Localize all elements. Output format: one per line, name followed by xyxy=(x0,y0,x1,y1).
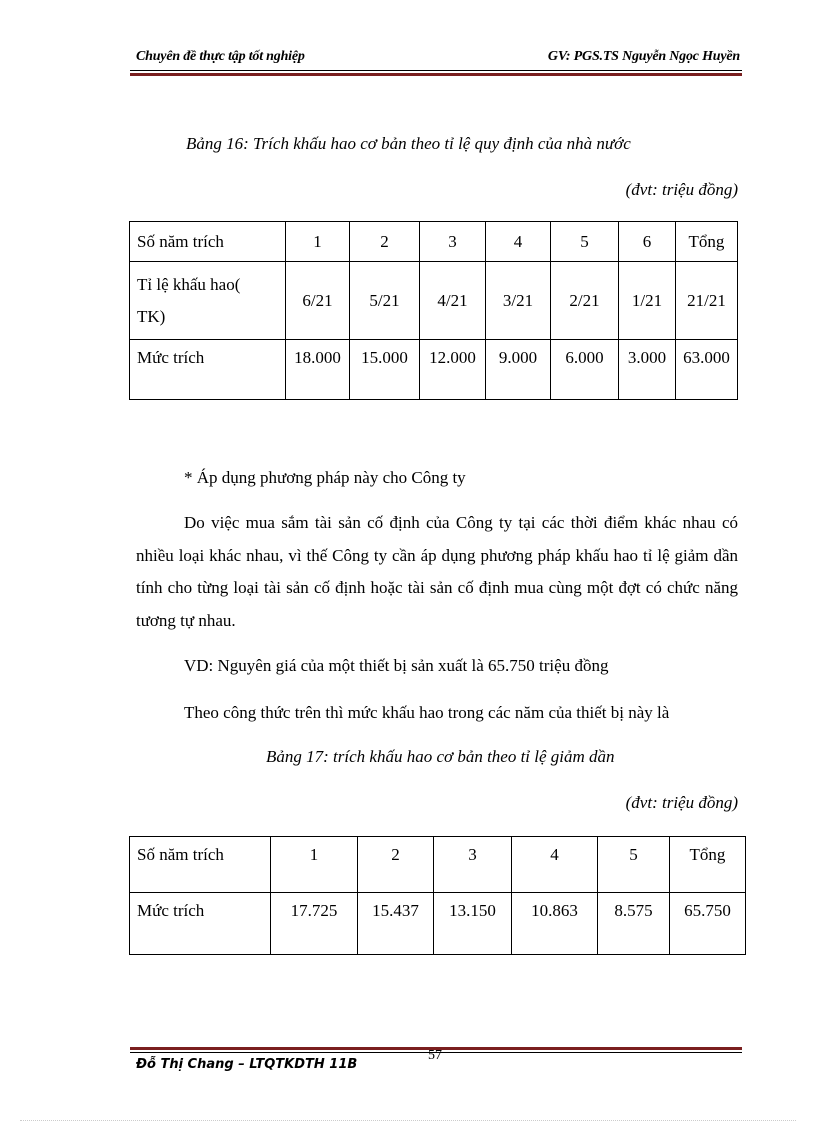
header-title-left: Chuyên đề thực tập tốt nghiệp xyxy=(136,49,305,64)
table16-caption: Bảng 16: Trích khấu hao cơ bản theo tỉ lệ quy định của nhà nước xyxy=(186,134,631,153)
table-cell: 2/21 xyxy=(551,262,619,340)
table-cell: 17.725 xyxy=(271,893,358,955)
body-paragraph: Do việc mua sắm tài sản cố định của Công ty tại các thời điểm khác nhau có nhiều loại khác nhau, vì thế Công ty cần áp dụng phương pháp khấu hao tỉ lệ giảm dần tính cho từng loại tài sản cố định hoặc tài sản cố định mua cùng một đợt có chức năng tương tự nhau. xyxy=(136,513,738,630)
table17-caption: Bảng 17: trích khấu hao cơ bản theo tỉ lệ giảm dần xyxy=(266,747,615,766)
table-cell: 1/21 xyxy=(619,262,676,340)
table-cell: 65.750 xyxy=(670,893,746,955)
table16-unit: (đvt: triệu đồng) xyxy=(625,180,738,199)
table-cell: Tổng xyxy=(676,222,738,262)
table-cell: 3.000 xyxy=(619,340,676,400)
table-row xyxy=(130,222,738,262)
table-cell: 13.150 xyxy=(434,893,512,955)
table-cell: Số năm trích xyxy=(130,222,286,262)
table-cell: 4/21 xyxy=(420,262,486,340)
table17 xyxy=(129,836,746,955)
table-cell: 1 xyxy=(271,837,358,893)
table-cell: 3 xyxy=(420,222,486,262)
table-cell: Mức trích xyxy=(130,893,271,955)
table-cell: 10.863 xyxy=(512,893,598,955)
table-cell: 4 xyxy=(512,837,598,893)
table-cell: 6 xyxy=(619,222,676,262)
example-line: VD: Nguyên giá của một thiết bị sản xuất là 65.750 triệu đồng xyxy=(184,656,609,675)
table-cell: 5 xyxy=(551,222,619,262)
table-cell: Tổng xyxy=(670,837,746,893)
table-cell: 5/21 xyxy=(350,262,420,340)
table-row xyxy=(130,340,738,400)
table-cell: 15.437 xyxy=(358,893,434,955)
apply-heading: * Áp dụng phương pháp này cho Công ty xyxy=(184,468,466,487)
table-cell: Mức trích xyxy=(130,340,286,400)
table-row xyxy=(130,262,738,340)
table-cell: 6.000 xyxy=(551,340,619,400)
formula-line: Theo công thức trên thì mức khấu hao trong các năm của thiết bị này là xyxy=(184,703,670,722)
table-cell: 4 xyxy=(486,222,551,262)
table-cell: 6/21 xyxy=(286,262,350,340)
table-cell: Số năm trích xyxy=(130,837,271,893)
table-cell: 1 xyxy=(286,222,350,262)
table-row xyxy=(130,837,746,893)
table-cell: 15.000 xyxy=(350,340,420,400)
table-cell: 2 xyxy=(358,837,434,893)
table-cell: 3 xyxy=(434,837,512,893)
table-row xyxy=(130,893,746,955)
table-cell: 3/21 xyxy=(486,262,551,340)
table-cell: 18.000 xyxy=(286,340,350,400)
table-cell: 2 xyxy=(350,222,420,262)
table-cell: 8.575 xyxy=(598,893,670,955)
header-rule xyxy=(130,70,742,76)
table-cell: 9.000 xyxy=(486,340,551,400)
table16 xyxy=(129,221,738,400)
footer-author: Đỗ Thị Chang – LTQTKDTH 11B xyxy=(136,1057,358,1072)
table17-unit: (đvt: triệu đồng) xyxy=(625,793,738,812)
table-cell: 21/21 xyxy=(676,262,738,340)
header-title-right: GV: PGS.TS Nguyễn Ngọc Huyền xyxy=(547,49,740,64)
table-cell: 63.000 xyxy=(676,340,738,400)
table-cell: Tỉ lệ khấu hao( TK) xyxy=(130,262,286,340)
page-number: 57 xyxy=(428,1048,442,1063)
table-cell: 12.000 xyxy=(420,340,486,400)
page-edge-divider xyxy=(20,1120,796,1121)
table-cell: 5 xyxy=(598,837,670,893)
